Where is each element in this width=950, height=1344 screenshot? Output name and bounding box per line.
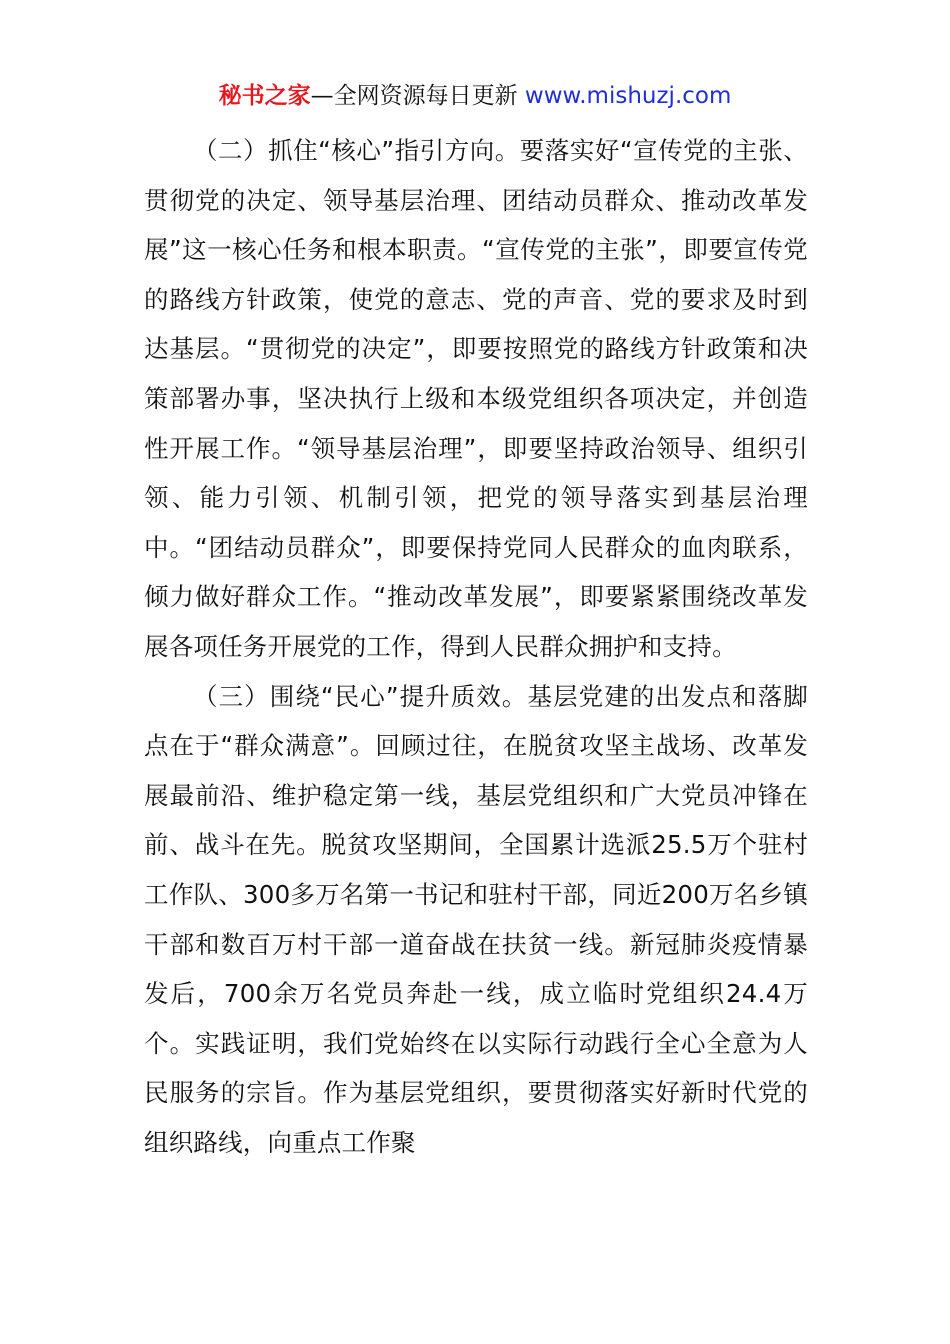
paragraph-core-direction: （二）抓住“核心”指引方向。要落实好“宣传党的主张、贯彻党的决定、领导基层治理、团结动员群众、推动改革发展”这一核心任务和根本职责。“宣传党的主张”，即要宣传党的路线方针政策，使党的意志、党的声音、党的要求及时到达基层。“贯彻党的决定”，即要按照党的路线方针政策和决策部署办事，坚决执行上级和本级党组织各项决定，并创造性开展工作。“领导基层治理”，即要坚持政治领导、组织引领、能力引领、机制引领，把党的领导落实到基层治理中。“团结动员群众”，即要保持党同人民群众的血肉联系，倾力做好群众工作。“推动改革发展”，即要紧紧围绕改革发展各项任务开展党的工作，得到人民群众拥护和支持。 (144, 136, 808, 661)
document-body (144, 126, 808, 1167)
site-header (0, 80, 950, 112)
brand-name: 秘书之家 (218, 83, 311, 109)
site-url-link[interactable]: www.mishuzj.com (524, 83, 732, 109)
header-tagline: —全网资源每日更新 (310, 83, 525, 109)
paragraph-people-quality: （三）围绕“民心”提升质效。基层党建的出发点和落脚点在于“群众满意”。回顾过往，在脱贫攻坚主战场、改革发展最前沿、维护稳定第一线，基层党组织和广大党员冲锋在前、战斗在先。脱贫攻坚期间，全国累计选派25.5万个驻村工作队、300多万名第一书记和驻村干部，同近200万名乡镇干部和数百万村干部一道奋战在扶贫一线。新冠肺炎疫情暴发后，700余万名党员奔赴一线，成立临时党组织24.4万个。实践证明，我们党始终在以实际行动践行全心全意为人民服务的宗旨。作为基层党组织，要贯彻落实好新时代党的组织路线，向重点工作聚 (144, 681, 808, 1157)
